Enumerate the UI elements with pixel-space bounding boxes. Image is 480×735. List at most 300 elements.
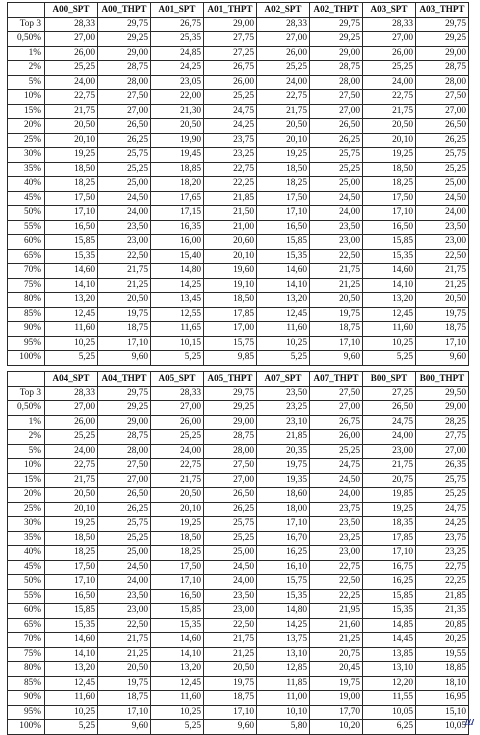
score-cell: 13,85 [363, 647, 416, 662]
percentile-label: 55% [8, 589, 45, 604]
score-cell: 23,00 [98, 235, 151, 250]
percentile-label: 60% [8, 604, 45, 619]
score-cell: 17,10 [151, 575, 204, 590]
percentile-label: 1% [8, 46, 45, 61]
percentile-label: 55% [8, 220, 45, 235]
score-cell: 19,25 [363, 502, 416, 517]
score-cell: 16,75 [363, 560, 416, 575]
score-cell: 22,75 [257, 90, 310, 105]
score-cell: 29,00 [204, 415, 257, 430]
percentile-label: 90% [8, 322, 45, 337]
score-cell: 19,35 [257, 473, 310, 488]
score-cell: 15,10 [416, 705, 469, 720]
score-cell: 9,60 [310, 351, 363, 366]
score-cell: 14,45 [363, 633, 416, 648]
score-cell: 19,25 [363, 148, 416, 163]
score-cell: 12,45 [363, 307, 416, 322]
score-cell: 13,10 [363, 662, 416, 677]
table-row [8, 473, 469, 488]
score-cell: 26,50 [363, 401, 416, 416]
score-cell: 15,35 [363, 249, 416, 264]
score-cell: 24,50 [98, 560, 151, 575]
score-cell: 28,00 [98, 75, 151, 90]
score-cell: 25,25 [310, 444, 363, 459]
score-cell: 14,10 [363, 278, 416, 293]
score-cell: 23,50 [204, 589, 257, 604]
column-header: A04_SPT [45, 372, 98, 387]
score-cell: 20,50 [98, 662, 151, 677]
percentile-label: 2% [8, 61, 45, 76]
score-cell: 19,75 [98, 307, 151, 322]
score-cell: 15,85 [45, 604, 98, 619]
percentile-label: 70% [8, 264, 45, 279]
score-cell: 27,50 [416, 90, 469, 105]
table-row [8, 148, 469, 163]
score-cell: 14,60 [363, 264, 416, 279]
score-cell: 26,25 [98, 502, 151, 517]
score-cell: 17,85 [363, 531, 416, 546]
table-row [8, 720, 469, 735]
score-cell: 14,10 [257, 278, 310, 293]
score-cell: 27,25 [363, 386, 416, 401]
score-cell: 26,50 [310, 119, 363, 134]
percentile-label: Top 3 [8, 17, 45, 32]
score-cell: 16,25 [257, 546, 310, 561]
score-cell: 23,50 [257, 386, 310, 401]
percentile-label: 0,50% [8, 32, 45, 47]
score-cell: 20,50 [363, 119, 416, 134]
table-row [8, 249, 469, 264]
score-cell: 24,25 [204, 119, 257, 134]
score-cell: 27,50 [204, 459, 257, 474]
score-cell: 20,50 [204, 662, 257, 677]
score-cell: 21,85 [204, 191, 257, 206]
table-row [8, 17, 469, 32]
table-row [8, 488, 469, 503]
percentile-label: 30% [8, 517, 45, 532]
score-cell: 24,50 [416, 191, 469, 206]
table-row [8, 104, 469, 119]
score-cell: 14,60 [45, 633, 98, 648]
score-cell: 24,00 [98, 575, 151, 590]
score-cell: 27,50 [98, 459, 151, 474]
score-cell: 18,25 [257, 177, 310, 192]
score-cell: 28,00 [204, 444, 257, 459]
score-cell: 23,00 [310, 235, 363, 250]
column-header: A00_THPT [98, 3, 151, 18]
score-cell: 24,00 [310, 488, 363, 503]
score-cell: 20,60 [204, 235, 257, 250]
score-cell: 19,75 [310, 676, 363, 691]
score-cell: 25,25 [363, 61, 416, 76]
score-cell: 18,75 [98, 691, 151, 706]
score-cell: 20,10 [363, 133, 416, 148]
score-cell: 17,10 [257, 206, 310, 221]
table-row [8, 662, 469, 677]
score-cell: 11,55 [363, 691, 416, 706]
score-cell: 23,05 [151, 75, 204, 90]
percentile-label: 50% [8, 575, 45, 590]
score-cell: 23,00 [98, 604, 151, 619]
percentile-label: 85% [8, 676, 45, 691]
percentile-label: 10% [8, 90, 45, 105]
score-cell: 22,75 [310, 560, 363, 575]
score-cell: 17,10 [45, 575, 98, 590]
score-cell: 16,50 [151, 589, 204, 604]
score-cell: 19,00 [310, 691, 363, 706]
table-row [8, 502, 469, 517]
score-cell: 23,25 [310, 531, 363, 546]
score-cell: 24,75 [204, 104, 257, 119]
score-cell: 25,25 [204, 531, 257, 546]
score-cell: 23,50 [98, 589, 151, 604]
percentile-label: 45% [8, 560, 45, 575]
percentile-label: 30% [8, 148, 45, 163]
percentile-label: 100% [8, 351, 45, 366]
score-cell: 27,50 [310, 386, 363, 401]
score-cell: 19,25 [257, 148, 310, 163]
score-cell: 21,85 [416, 589, 469, 604]
score-cell: 14,10 [151, 647, 204, 662]
score-cell: 24,75 [310, 459, 363, 474]
score-cell: 21,75 [98, 264, 151, 279]
table-row [8, 618, 469, 633]
score-cell: 24,00 [45, 444, 98, 459]
column-header: A02_SPT [257, 3, 310, 18]
score-cell: 23,25 [204, 148, 257, 163]
percentile-label: 20% [8, 119, 45, 134]
score-cell: 23,10 [257, 415, 310, 430]
column-header: A07_SPT [257, 372, 310, 387]
score-cell: 23,75 [416, 531, 469, 546]
score-cell: 14,60 [45, 264, 98, 279]
score-cell: 17,10 [45, 206, 98, 221]
score-cell: 11,65 [151, 322, 204, 337]
score-cell: 23,00 [310, 546, 363, 561]
score-cell: 12,45 [257, 307, 310, 322]
score-cell: 15,85 [363, 589, 416, 604]
score-cell: 17,70 [310, 705, 363, 720]
score-cell: 28,00 [98, 444, 151, 459]
score-cell: 27,00 [45, 32, 98, 47]
score-cell: 18,20 [151, 177, 204, 192]
score-cell: 24,75 [416, 502, 469, 517]
score-cell: 18,25 [151, 546, 204, 561]
score-cell: 27,75 [416, 430, 469, 445]
percentile-label: 15% [8, 104, 45, 119]
score-cell: 27,00 [363, 32, 416, 47]
score-cell: 27,25 [204, 46, 257, 61]
score-cell: 16,50 [45, 589, 98, 604]
score-cell: 26,75 [204, 61, 257, 76]
column-header: A01_THPT [204, 3, 257, 18]
score-cell: 24,50 [310, 191, 363, 206]
table-row [8, 647, 469, 662]
score-cell: 26,00 [257, 46, 310, 61]
score-cell: 20,50 [45, 488, 98, 503]
score-cell: 9,85 [204, 351, 257, 366]
score-cell: 9,60 [204, 720, 257, 735]
score-cell: 29,75 [310, 17, 363, 32]
score-cell: 17,50 [45, 191, 98, 206]
score-cell: 16,70 [257, 531, 310, 546]
score-cell: 21,75 [257, 104, 310, 119]
table-row [8, 517, 469, 532]
score-cell: 23,50 [310, 220, 363, 235]
score-cell: 22,75 [151, 459, 204, 474]
score-cell: 21,75 [45, 104, 98, 119]
score-cell: 16,00 [151, 235, 204, 250]
score-cell: 27,75 [204, 32, 257, 47]
score-cell: 28,33 [45, 17, 98, 32]
score-cell: 28,75 [416, 61, 469, 76]
score-cell: 25,25 [310, 162, 363, 177]
table-row [8, 386, 469, 401]
score-cell: 22,75 [45, 90, 98, 105]
score-cell: 5,25 [151, 720, 204, 735]
score-cell: 27,00 [257, 32, 310, 47]
score-cell: 24,25 [151, 61, 204, 76]
score-cell: 9,60 [98, 351, 151, 366]
score-cell: 26,50 [416, 119, 469, 134]
score-cell: 17,10 [204, 705, 257, 720]
score-cell: 10,10 [257, 705, 310, 720]
score-cell: 21,25 [416, 278, 469, 293]
score-cell: 12,45 [45, 307, 98, 322]
score-cell: 22,50 [310, 575, 363, 590]
score-cell: 25,25 [204, 90, 257, 105]
score-cell: 22,25 [204, 177, 257, 192]
table-row [8, 32, 469, 47]
column-header: A03_THPT [416, 3, 469, 18]
score-cell: 19,75 [98, 676, 151, 691]
percentile-label: 80% [8, 293, 45, 308]
score-cell: 27,00 [204, 473, 257, 488]
percentile-label: 60% [8, 235, 45, 250]
score-cell: 10,15 [151, 336, 204, 351]
score-cell: 18,75 [310, 322, 363, 337]
score-cell: 16,50 [45, 220, 98, 235]
table-row [8, 531, 469, 546]
score-cell: 16,95 [416, 691, 469, 706]
percentile-label: 95% [8, 705, 45, 720]
column-header: A00_SPT [45, 3, 98, 18]
score-cell: 26,00 [363, 46, 416, 61]
score-cell: 20,50 [151, 119, 204, 134]
score-cell: 20,50 [151, 488, 204, 503]
score-cell: 17,10 [416, 336, 469, 351]
score-cell: 15,85 [151, 604, 204, 619]
score-cell: 25,00 [310, 177, 363, 192]
score-table-a04-b00 [7, 371, 469, 735]
score-cell: 23,50 [416, 220, 469, 235]
percentile-label: 10% [8, 459, 45, 474]
header-corner-cell [8, 3, 45, 18]
score-cell: 29,00 [98, 415, 151, 430]
score-cell: 27,50 [310, 90, 363, 105]
score-cell: 19,55 [416, 647, 469, 662]
score-cell: 27,00 [416, 104, 469, 119]
score-cell: 28,33 [363, 17, 416, 32]
score-cell: 23,75 [310, 502, 363, 517]
percentile-label: 35% [8, 531, 45, 546]
score-cell: 18,85 [151, 162, 204, 177]
score-cell: 20,50 [45, 119, 98, 134]
table-row [8, 46, 469, 61]
score-cell: 14,10 [45, 647, 98, 662]
score-cell: 21,75 [98, 633, 151, 648]
score-cell: 29,75 [416, 17, 469, 32]
score-cell: 15,35 [45, 618, 98, 633]
score-cell: 18,60 [257, 488, 310, 503]
score-cell: 20,75 [363, 473, 416, 488]
score-cell: 12,55 [151, 307, 204, 322]
score-cell: 17,65 [151, 191, 204, 206]
column-header: A01_SPT [151, 3, 204, 18]
table-row [8, 322, 469, 337]
percentile-label: 25% [8, 133, 45, 148]
score-cell: 20,10 [45, 133, 98, 148]
table-row [8, 415, 469, 430]
score-cell: 25,00 [98, 177, 151, 192]
score-cell: 6,25 [363, 720, 416, 735]
percentile-label: 95% [8, 336, 45, 351]
score-cell: 18,50 [151, 531, 204, 546]
column-header: B00_SPT [363, 372, 416, 387]
score-cell: 26,00 [151, 415, 204, 430]
score-cell: 25,25 [98, 162, 151, 177]
score-cell: 12,85 [257, 662, 310, 677]
score-cell: 21,60 [310, 618, 363, 633]
score-cell: 28,00 [310, 75, 363, 90]
score-cell: 24,00 [151, 444, 204, 459]
score-cell: 21,75 [204, 633, 257, 648]
score-cell: 14,60 [257, 264, 310, 279]
column-header: A07_THPT [310, 372, 363, 387]
score-cell: 28,75 [310, 61, 363, 76]
score-cell: 26,50 [204, 488, 257, 503]
score-cell: 26,75 [310, 415, 363, 430]
score-cell: 23,75 [204, 133, 257, 148]
score-cell: 13,20 [45, 662, 98, 677]
score-cell: 23,50 [310, 517, 363, 532]
score-cell: 27,50 [98, 90, 151, 105]
score-cell: 18,75 [416, 322, 469, 337]
score-cell: 16,50 [363, 220, 416, 235]
score-cell: 23,50 [98, 220, 151, 235]
score-cell: 22,50 [98, 249, 151, 264]
score-cell: 24,50 [98, 191, 151, 206]
percentile-label: 35% [8, 162, 45, 177]
score-cell: 17,10 [363, 546, 416, 561]
table-row [8, 206, 469, 221]
score-cell: 19,75 [204, 676, 257, 691]
table-header-row [8, 372, 469, 387]
score-cell: 24,00 [204, 575, 257, 590]
score-cell: 24,25 [416, 517, 469, 532]
score-cell: 25,00 [98, 546, 151, 561]
score-cell: 11,60 [151, 691, 204, 706]
table-row [8, 119, 469, 134]
score-cell: 18,50 [257, 162, 310, 177]
score-cell: 14,60 [151, 633, 204, 648]
score-cell: 28,75 [204, 430, 257, 445]
score-cell: 11,85 [257, 676, 310, 691]
score-cell: 19,45 [151, 148, 204, 163]
table-row [8, 133, 469, 148]
score-cell: 17,50 [257, 191, 310, 206]
score-cell: 29,25 [416, 32, 469, 47]
score-cell: 29,50 [416, 386, 469, 401]
table-row [8, 293, 469, 308]
score-cell: 24,00 [98, 206, 151, 221]
score-cell: 17,10 [363, 206, 416, 221]
score-cell: 26,50 [98, 119, 151, 134]
score-cell: 15,85 [363, 235, 416, 250]
score-cell: 21,30 [151, 104, 204, 119]
score-cell: 17,50 [363, 191, 416, 206]
score-cell: 10,05 [363, 705, 416, 720]
score-cell: 19,75 [310, 307, 363, 322]
score-cell: 11,00 [257, 691, 310, 706]
score-cell: 24,85 [151, 46, 204, 61]
score-cell: 16,10 [257, 560, 310, 575]
score-cell: 25,75 [310, 148, 363, 163]
score-cell: 13,20 [363, 293, 416, 308]
score-cell: 15,85 [257, 235, 310, 250]
score-cell: 27,00 [151, 401, 204, 416]
score-cell: 20,85 [416, 618, 469, 633]
score-cell: 24,00 [363, 430, 416, 445]
score-cell: 19,10 [204, 278, 257, 293]
score-cell: 25,75 [98, 148, 151, 163]
percentile-label: 2% [8, 430, 45, 445]
score-cell: 20,35 [257, 444, 310, 459]
score-cell: 20,25 [416, 633, 469, 648]
table-row [8, 560, 469, 575]
score-cell: 22,75 [45, 459, 98, 474]
table-row [8, 90, 469, 105]
score-cell: 11,60 [45, 322, 98, 337]
score-cell: 10,05 [416, 720, 469, 735]
percentile-label: 50% [8, 206, 45, 221]
score-cell: 17,00 [204, 322, 257, 337]
score-cell: 26,35 [416, 459, 469, 474]
score-cell: 12,20 [363, 676, 416, 691]
score-cell: 5,80 [257, 720, 310, 735]
table-row [8, 264, 469, 279]
score-cell: 22,50 [98, 618, 151, 633]
score-cell: 28,75 [98, 61, 151, 76]
table-row [8, 430, 469, 445]
percentile-label: 65% [8, 618, 45, 633]
score-cell: 10,25 [363, 336, 416, 351]
score-cell: 29,00 [416, 46, 469, 61]
column-header: A03_SPT [363, 3, 416, 18]
score-cell: 29,00 [98, 46, 151, 61]
table-row [8, 75, 469, 90]
score-cell: 21,25 [98, 278, 151, 293]
header-corner-cell [8, 372, 45, 387]
score-cell: 23,25 [416, 546, 469, 561]
score-cell: 22,75 [363, 90, 416, 105]
score-cell: 14,80 [257, 604, 310, 619]
score-cell: 21,75 [45, 473, 98, 488]
score-cell: 21,50 [204, 206, 257, 221]
score-cell: 18,50 [204, 293, 257, 308]
score-table-a00-a03 [7, 2, 469, 366]
score-cell: 29,75 [98, 17, 151, 32]
